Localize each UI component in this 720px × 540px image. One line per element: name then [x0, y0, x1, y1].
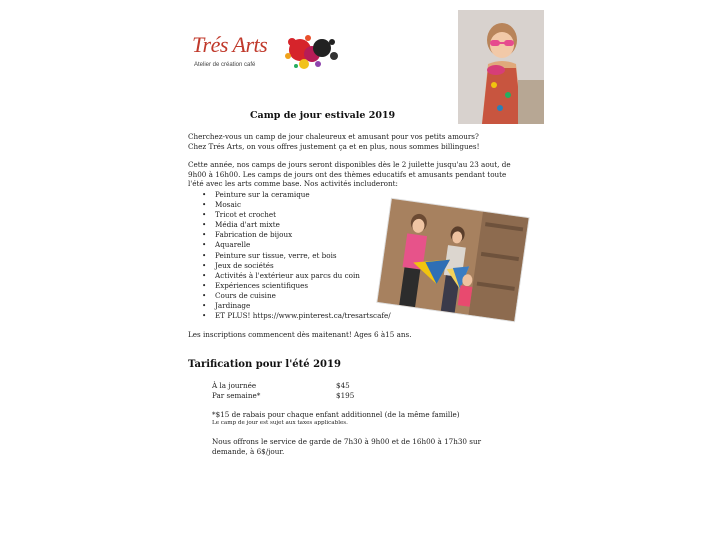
price-label: Par semaine* — [212, 391, 261, 400]
registration-note: Les inscriptions commencent dès maitenant! Ages 6 à15 ans. — [188, 330, 412, 339]
intro-line-1: Cherchez-vous un camp de jour chaleureux et amusant pour vos petits amours? — [188, 132, 479, 141]
price-value: $45 — [336, 381, 350, 390]
list-item: • Jeux de sociétés — [200, 261, 391, 271]
tres-arts-logo — [190, 30, 350, 75]
price-label: À la journée — [212, 381, 257, 390]
list-item: • ET PLUS! https://www.pinterest.ca/tresartscafe/ — [200, 311, 391, 321]
list-item: • Fabrication de bijoux — [200, 230, 391, 240]
childcare-note: Nous offrons le service de garde de 7h30 à 9h00 et de 16h00 à 17h30 sur demande, à 6$/jour. — [212, 437, 482, 456]
pricing-heading: Tarification pour l'été 2019 — [188, 359, 341, 370]
list-item: • Expériences scientifiques — [200, 281, 391, 291]
list-item: • Mosaic — [200, 200, 391, 210]
logo-tagline: Atelier de création café — [194, 62, 256, 68]
description-paragraph: Cette année, nos camps de jours seront disponibles dès le 2 juilette jusqu'au 23 aout, de 9h00 à 16h00. Les camps de jours ont des thèmes educatifs et amusants pendant toute l'été avec les arts comme base. Nos activités includeront: — [188, 160, 511, 189]
list-item: • Jardinage — [200, 301, 391, 311]
activities-list — [200, 190, 391, 321]
tax-note: Le camp de jour est sujet aux taxes applicables. — [212, 420, 348, 426]
list-item: • Tricot et crochet — [200, 210, 391, 220]
girl-with-sunglasses-photo — [458, 10, 544, 124]
list-item: • Aquarelle — [200, 240, 391, 250]
list-item: • Cours de cuisine — [200, 291, 391, 301]
intro-line-2: Chez Trés Arts, on vous offres justement ça et en plus, nous sommes billingues! — [188, 141, 480, 151]
paint-splash-icon — [282, 30, 342, 72]
list-item: • Peinture sur tissue, verre, et bois — [200, 251, 391, 261]
logo-wordmark: Trés Arts — [192, 32, 268, 57]
page-title: Camp de jour estivale 2019 — [250, 110, 396, 121]
list-item: • Peinture sur la ceramique — [200, 190, 391, 200]
intro-paragraph — [188, 132, 518, 151]
price-value: $195 — [336, 391, 355, 400]
kids-with-paintings-photo — [377, 199, 528, 321]
discount-note: *$15 de rabais pour chaque enfant additionnel (de la même famille) — [212, 410, 460, 419]
list-item: • Activités à l'extérieur aux parcs du coin — [200, 271, 391, 281]
list-item: • Média d'art mixte — [200, 220, 391, 230]
